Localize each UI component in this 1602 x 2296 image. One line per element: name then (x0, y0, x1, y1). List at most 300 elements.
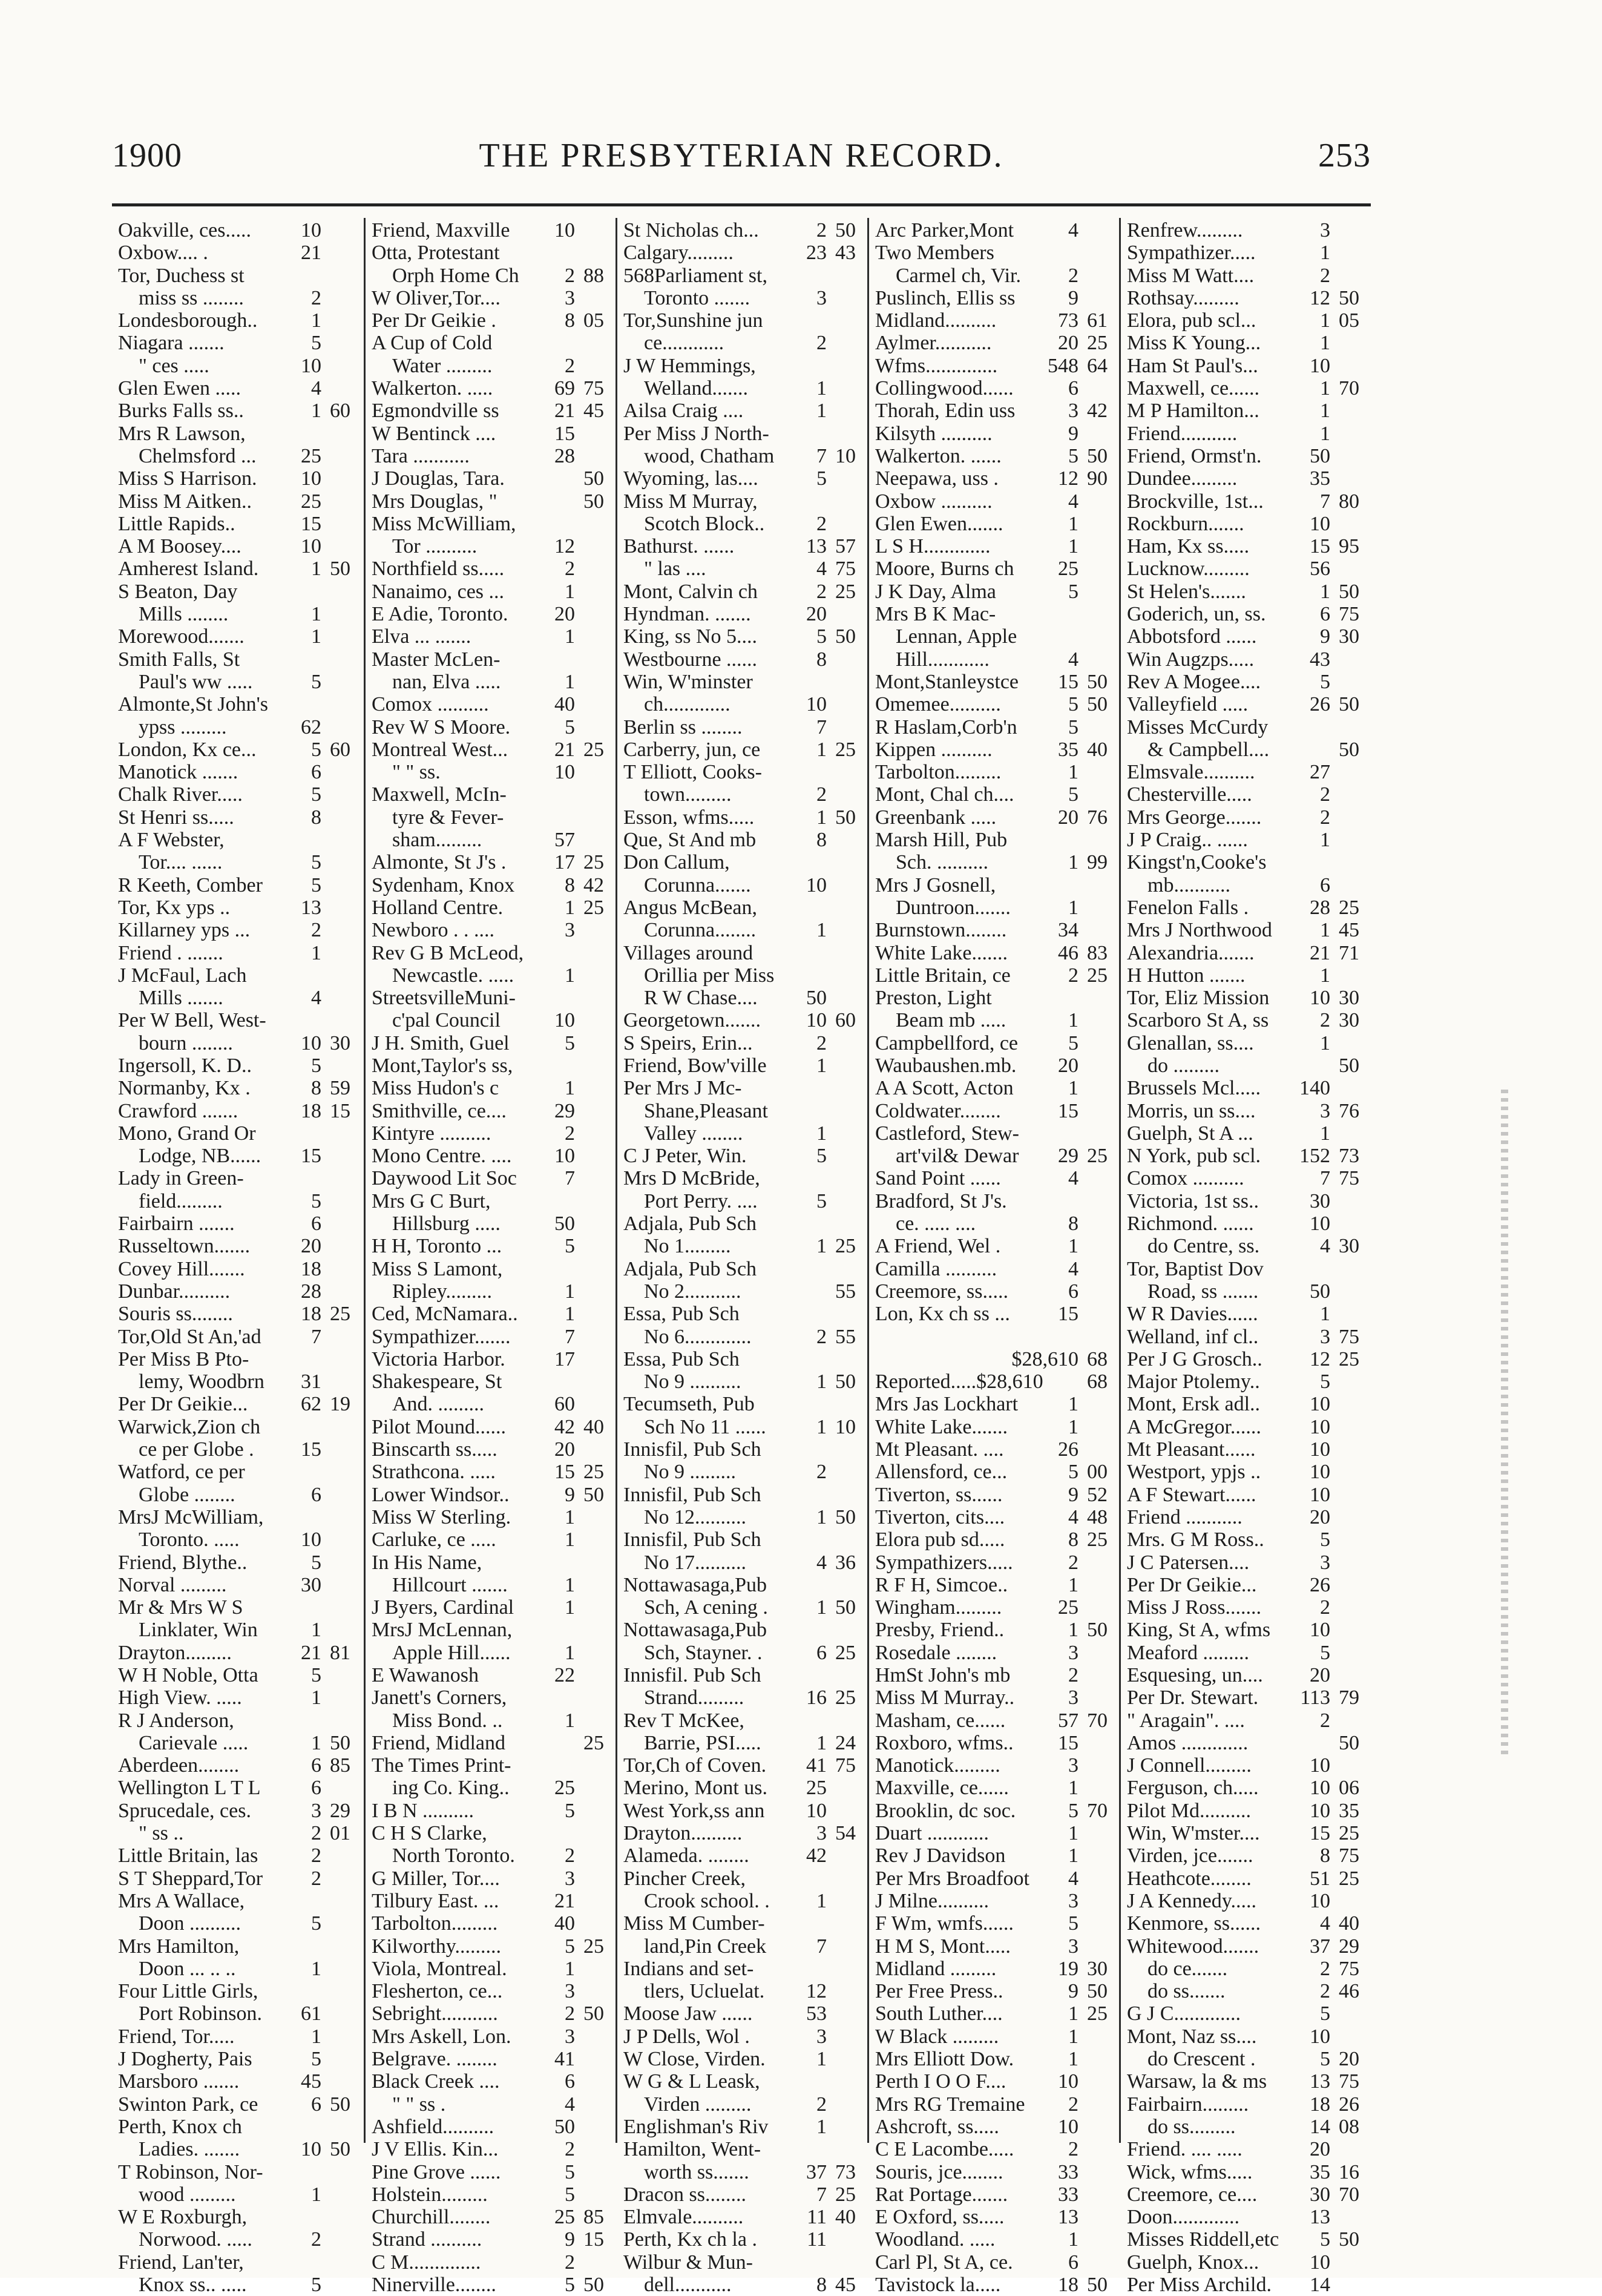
ledger-entry (118, 2228, 350, 2251)
ledger-entry (875, 1912, 1108, 1935)
entry-name: No 9 .......... (623, 1370, 741, 1393)
entry-amount: 5 (1320, 1641, 1330, 1664)
entry-name: Creemore, ce.... (1127, 2183, 1258, 2206)
ledger-entry (875, 2048, 1108, 2070)
entry-name: Rev A Mogee.... (1127, 670, 1261, 693)
entry-name: Mt Pleasant. .... (875, 1438, 1004, 1461)
entry-name: Friend. .... ..... (1127, 2138, 1243, 2161)
entry-name: Innisfil, Pub Sch (623, 1438, 761, 1461)
column-1 (112, 218, 354, 2296)
ledger-entry (118, 1393, 350, 1415)
entry-name: Elmsvale.......... (1127, 761, 1255, 784)
ledger-entry (875, 1777, 1108, 1799)
entry-name: do ce....... (1127, 1957, 1228, 1980)
entry-amount: 20 (1310, 1505, 1330, 1528)
entry-cents: 42 (1087, 400, 1108, 423)
entry-name: W Close, Virden. (623, 2048, 766, 2071)
entry-name: A F Stewart...... (1127, 1483, 1256, 1506)
ledger-entry (372, 1800, 604, 1822)
ledger-entry (118, 1935, 350, 1958)
ledger-entry (372, 1958, 604, 1980)
ledger-entry (1127, 1348, 1359, 1370)
entry-cents: 01 (330, 1822, 350, 1845)
entry-amount: 1 (565, 1573, 575, 1596)
ledger-entry (623, 423, 856, 445)
entry-cents: 50 (1339, 1731, 1359, 1754)
entry-amount: 2 (816, 332, 827, 355)
entry-name: ce............ (623, 332, 724, 355)
entry-amount: 3 (1320, 219, 1330, 242)
entry-amount: 20 (554, 1438, 575, 1461)
entry-amount: 2 (565, 2251, 575, 2274)
entry-name: Midland ......... (875, 1957, 997, 1980)
entry-cents: 50 (1087, 444, 1108, 467)
ledger-entry (118, 783, 350, 806)
entry-amount: 2 (565, 1844, 575, 1867)
entry-name: Master McLen- (372, 648, 501, 671)
entry-name: J C Patersen.... (1127, 1551, 1250, 1574)
entry-name: St Helen's....... (1127, 580, 1246, 603)
ledger-entry (875, 332, 1108, 354)
entry-amount: 23 (806, 242, 827, 265)
ledger-entry (372, 1528, 604, 1551)
entry-cents: 25 (1087, 332, 1108, 355)
entry-name: Amherest Island. (118, 558, 259, 581)
entry-amount: 10 (554, 1009, 575, 1032)
entry-amount: 1 (816, 400, 827, 423)
ledger-entry (1127, 287, 1359, 309)
ledger-entry (118, 265, 350, 287)
entry-name: Burks Falls ss.. (118, 400, 244, 423)
ledger-entry (118, 1326, 350, 1348)
entry-amount: 10 (1310, 512, 1330, 535)
ledger-entry (1127, 2048, 1359, 2070)
ledger-entry (875, 1326, 1108, 1348)
entry-name: Angus McBean, (623, 896, 757, 919)
entry-amount: 21 (1310, 941, 1330, 964)
entry-name: Maxwell, McIn- (372, 783, 507, 806)
entry-name: Friend ........... (1127, 1505, 1243, 1528)
ledger-entry (118, 1642, 350, 1664)
entry-name: Oakville, ces..... (118, 219, 251, 242)
entry-amount: 7 (1320, 490, 1330, 513)
entry-name: Amos ............. (1127, 1731, 1249, 1754)
entry-amount: 6 (311, 1754, 321, 1777)
entry-amount: 21 (554, 738, 575, 761)
ledger-entry (1127, 490, 1359, 513)
ledger-entry (623, 558, 856, 580)
entry-amount: 7 (816, 1935, 827, 1958)
entry-name: Goderich, un, ss. (1127, 603, 1266, 626)
entry-name: Meaford ......... (1127, 1641, 1250, 1664)
ledger-entry (118, 874, 350, 896)
ledger-entry (875, 1303, 1108, 1325)
ledger-entry (875, 964, 1108, 987)
entry-name: A McGregor...... (1127, 1415, 1261, 1438)
ledger-entry (623, 265, 856, 287)
entry-amount: 4 (565, 2093, 575, 2116)
entry-amount: 4 (1068, 1257, 1078, 1280)
entry-amount: 4 (1320, 1235, 1330, 1258)
ledger-entry (623, 1461, 856, 1483)
ledger-entry (118, 2138, 350, 2160)
entry-name: Wfms.............. (875, 354, 998, 377)
entry-name: High View. ..... (118, 1686, 242, 1709)
entry-name: J K Day, Alma (875, 580, 996, 603)
entry-name: Egmondville ss (372, 400, 499, 423)
ledger-entry (372, 1416, 604, 1438)
ledger-entry (118, 1303, 350, 1325)
ledger-entry (875, 851, 1108, 873)
entry-cents: 88 (583, 264, 604, 287)
entry-name: Sch No 11 ...... (623, 1415, 766, 1438)
ledger-entry (118, 1528, 350, 1551)
entry-name: Guelph, St A ... (1127, 1122, 1253, 1145)
ledger-entry (372, 513, 604, 535)
entry-amount: 1 (1320, 1122, 1330, 1145)
ledger-entry (623, 309, 856, 332)
ledger-entry (623, 919, 856, 941)
ledger-entry (623, 1280, 856, 1303)
entry-name: Camilla .......... (875, 1257, 997, 1280)
entry-amount: 9 (1068, 286, 1078, 309)
entry-cents: 76 (1339, 1099, 1359, 1122)
ledger-entry (1127, 1890, 1359, 1912)
entry-amount: 5 (311, 851, 321, 874)
entry-cents: 75 (835, 1754, 856, 1777)
ledger-entry (875, 829, 1108, 851)
entry-amount: 10 (301, 1528, 321, 1551)
entry-name: Tiverton, cits.... (875, 1505, 1005, 1528)
ledger-entry (118, 1122, 350, 1145)
entry-amount: 1 (816, 1415, 827, 1438)
entry-cents: 15 (330, 1099, 350, 1122)
entry-name: Miss J Ross....... (1127, 1596, 1262, 1619)
column-2 (364, 218, 608, 2296)
entry-amount: 10 (301, 1031, 321, 1054)
ledger-entry (118, 1709, 350, 1732)
ledger-entry (623, 1303, 856, 1325)
entry-amount: 3 (565, 2025, 575, 2048)
entry-name: Wilbur & Mun- (623, 2251, 753, 2274)
header-rule (112, 203, 1371, 206)
ledger-entry (118, 1258, 350, 1280)
entry-name: Mrs Jas Lockhart (875, 1393, 1019, 1416)
header-page-number: 253 (1318, 137, 1371, 174)
entry-name: Innisfil, Pub Sch (623, 1483, 761, 1506)
entry-name: do Centre, ss. (1127, 1235, 1260, 1258)
entry-name: Fairbairn......... (1127, 2093, 1249, 2116)
entry-name: J P Dells, Wol . (623, 2025, 750, 2048)
entry-amount: 5 (1068, 1912, 1078, 1935)
entry-name: Roxboro, wfms.. (875, 1731, 1014, 1754)
ledger-entry (118, 1980, 350, 2002)
ledger-entry (118, 1348, 350, 1370)
ledger-entry (118, 1438, 350, 1461)
ledger-entry (372, 423, 604, 445)
ledger-entry (118, 1506, 350, 1528)
entry-cents: 50 (1339, 693, 1359, 716)
entry-name: Dunbar.......... (118, 1280, 231, 1303)
entry-cents: 75 (583, 377, 604, 400)
entry-cents: 73 (1339, 1145, 1359, 1168)
entry-amount: 62 (301, 1393, 321, 1416)
entry-name: Pine Grove ...... (372, 2160, 501, 2183)
ledger-entry (118, 467, 350, 490)
entry-amount: 5 (1068, 444, 1078, 467)
entry-amount: 1 (816, 2115, 827, 2138)
entry-name: Preston, Light (875, 987, 992, 1010)
ledger-entry (1127, 1732, 1359, 1754)
ledger-entry (1127, 2206, 1359, 2228)
ledger-entry (875, 1190, 1108, 1212)
ledger-entry (623, 1348, 856, 1370)
ledger-entry (118, 738, 350, 761)
entry-name: ing Co. King.. (372, 1777, 510, 1800)
entry-name: J Dogherty, Pais (118, 2048, 252, 2071)
ledger-entry (1127, 671, 1359, 693)
entry-cents: 08 (1339, 2115, 1359, 2138)
entry-amount: 2 (311, 2228, 321, 2251)
ledger-entry (1127, 1800, 1359, 1822)
entry-amount: 10 (1058, 2115, 1078, 2138)
entry-name: worth ss....... (623, 2160, 749, 2183)
entry-name: tyre & Fever- (372, 806, 504, 829)
entry-name: Northfield ss..... (372, 558, 505, 581)
ledger-entry (118, 1167, 350, 1189)
ledger-entry (1127, 1280, 1359, 1303)
ledger-entry (1127, 1596, 1359, 1619)
entry-amount: 20 (301, 1235, 321, 1258)
entry-name: Sch. .......... (875, 851, 988, 874)
ledger-entry (875, 1212, 1108, 1235)
entry-amount: 27 (1310, 761, 1330, 784)
entry-cents: 90 (1087, 467, 1108, 490)
entry-amount: 19 (1058, 1957, 1078, 1980)
ledger-entry (623, 400, 856, 422)
entry-name: Aberdeen........ (118, 1754, 240, 1777)
ledger-entry (875, 400, 1108, 422)
ledger-entry (372, 2048, 604, 2070)
entry-name: No 2........... (623, 1280, 741, 1303)
entry-name: Strand......... (623, 1686, 744, 1709)
ledger-entry (118, 2161, 350, 2183)
ledger-entry (372, 1009, 604, 1031)
entry-amount: 1 (816, 1505, 827, 1528)
entry-cents: 15 (583, 2228, 604, 2251)
entry-name: Mono Centre. .... (372, 1145, 512, 1168)
entry-name: Niagara ....... (118, 332, 225, 355)
entry-amount: 8 (1068, 1212, 1078, 1235)
entry-name: Nottawasaga,Pub (623, 1619, 767, 1642)
ledger-entry (1127, 1642, 1359, 1664)
entry-name: No 9 ......... (623, 1461, 737, 1484)
entry-name: Per Miss Archild. (1127, 2274, 1272, 2296)
entry-name: Misses Riddell,etc (1127, 2228, 1279, 2251)
ledger-entry (875, 581, 1108, 603)
entry-name: Doon ... .. .. (118, 1957, 236, 1980)
ledger-entry (875, 2002, 1108, 2025)
entry-name: Tiverton, ss...... (875, 1483, 1003, 1506)
entry-name: Westport, ypjs .. (1127, 1461, 1261, 1484)
entry-name: Mont,Stanleystce (875, 670, 1019, 693)
entry-name: art'vil& Dewar (875, 1145, 1019, 1168)
entry-name: West York,ss ann (623, 1799, 765, 1822)
entry-amount: 51 (1310, 1867, 1330, 1890)
entry-name: Esson, wfms..... (623, 806, 755, 829)
entry-cents: 30 (1339, 1235, 1359, 1258)
entry-amount: 46 (1058, 941, 1078, 964)
ledger-entry (372, 1212, 604, 1235)
entry-name: L S H............. (875, 535, 991, 558)
entry-name: Esquesing, un.... (1127, 1664, 1263, 1686)
entry-name: Per Miss J North- (623, 422, 769, 445)
entry-name: Adjala, Pub Sch (623, 1212, 757, 1235)
entry-amount: 5 (816, 1189, 827, 1212)
entry-amount: 2 (816, 2093, 827, 2116)
entry-cents: 76 (1087, 806, 1108, 829)
entry-amount: 3 (565, 1980, 575, 2003)
entry-name: Perth, Kx ch la . (623, 2228, 757, 2251)
ledger-entry (623, 693, 856, 715)
entry-name: " ces ..... (118, 354, 209, 377)
entry-amount: 1 (1068, 512, 1078, 535)
entry-amount: 10 (301, 2138, 321, 2161)
ledger-entry (1127, 2183, 1359, 2206)
ledger-entry (118, 332, 350, 354)
entry-amount: 1 (816, 806, 827, 829)
entry-cents: 75 (1339, 1167, 1359, 1190)
entry-name: StreetsvilleMuni- (372, 987, 516, 1010)
entry-cents: 46 (1339, 1980, 1359, 2003)
entry-amount: 41 (806, 1754, 827, 1777)
ledger-entry (118, 423, 350, 445)
ledger-entry (372, 1709, 604, 1732)
ledger-entry (1127, 1980, 1359, 2002)
entry-amount: 6 (1068, 2251, 1078, 2274)
entry-cents: 29 (1339, 1935, 1359, 1958)
ledger-entry (1127, 242, 1359, 264)
entry-amount: 12 (806, 1980, 827, 2003)
entry-name: J W Hemmings, (623, 354, 756, 377)
entry-name: " ss .. (118, 1822, 184, 1845)
entry-name: & Campbell.... (1127, 738, 1270, 761)
ledger-entry (118, 1280, 350, 1303)
ledger-entry (623, 1642, 856, 1664)
ledger-entry (623, 2251, 856, 2274)
entry-cents: 25 (583, 1935, 604, 1958)
entry-amount: 1 (565, 1077, 575, 1100)
entry-amount: 1 (816, 1122, 827, 1145)
entry-amount: 1 (1320, 377, 1330, 400)
ledger-entry (623, 1754, 856, 1777)
entry-amount: 21 (301, 242, 321, 265)
ledger-entry (372, 964, 604, 987)
entry-amount: 1 (311, 625, 321, 648)
ledger-entry (1127, 400, 1359, 422)
ledger-entry (118, 942, 350, 964)
entry-name: Rev G B McLeod, (372, 941, 524, 964)
entry-cents: 36 (835, 1551, 856, 1574)
ledger-entry (118, 919, 350, 941)
entry-name: Maxwell, ce...... (1127, 377, 1260, 400)
entry-amount: 6 (1068, 377, 1078, 400)
entry-amount: 5 (1320, 2228, 1330, 2251)
ledger-entry (875, 1122, 1108, 1145)
ledger-entry (372, 1167, 604, 1189)
entry-name: Friend . ....... (118, 941, 223, 964)
entry-amount: 6 (311, 761, 321, 784)
entry-amount: 8 (816, 829, 827, 852)
entry-name: Tecumseth, Pub (623, 1393, 755, 1416)
ledger-entry (875, 423, 1108, 445)
entry-name: Adjala, Pub Sch (623, 1257, 757, 1280)
entry-amount: 8 (565, 873, 575, 896)
entry-amount: 35 (1310, 2160, 1330, 2183)
entry-amount: 3 (565, 286, 575, 309)
entry-amount: 2 (1320, 1980, 1330, 2003)
ledger-entry (1127, 603, 1359, 625)
entry-name: Sympathizer..... (1127, 242, 1256, 265)
ledger-entry (875, 1958, 1108, 1980)
entry-amount: 2 (1320, 264, 1330, 287)
ledger-entry (623, 1686, 856, 1709)
entry-name: E Wawanosh (372, 1664, 479, 1686)
ledger-entry (1127, 1958, 1359, 1980)
ledger-entry (1127, 1190, 1359, 1212)
entry-amount: 10 (806, 1009, 827, 1032)
ledger-entry (1127, 851, 1359, 873)
entry-amount: 2 (565, 354, 575, 377)
entry-name: King, St A, wfms (1127, 1619, 1271, 1642)
entry-name: Lon, Kx ch ss ... (875, 1303, 1010, 1326)
entry-name: W Oliver,Tor.... (372, 286, 501, 309)
entry-cents: 24 (835, 1731, 856, 1754)
entry-cents: 30 (1339, 987, 1359, 1010)
ledger-entry (623, 1258, 856, 1280)
ledger-entry (623, 1484, 856, 1506)
ledger-entry (118, 1732, 350, 1754)
ledger-entry (118, 2274, 350, 2296)
ledger-entry (118, 1484, 350, 1506)
entry-cents: 70 (1339, 377, 1359, 400)
ledger-entry (1127, 1077, 1359, 1099)
ledger-entry (1127, 513, 1359, 535)
entry-name: Warwick,Zion ch (118, 1415, 261, 1438)
entry-name: Duntroon....... (875, 896, 1011, 919)
entry-name: wood ......... (118, 2183, 236, 2206)
entry-name: Mrs Douglas, " (372, 490, 497, 513)
entry-amount: 2 (1320, 1596, 1330, 1619)
entry-amount: 1 (1068, 1777, 1078, 1800)
entry-amount: 21 (554, 400, 575, 423)
entry-amount: 5 (565, 1799, 575, 1822)
entry-amount: 1 (311, 1731, 321, 1754)
entry-cents: 55 (835, 1325, 856, 1348)
entry-name: Campbellford, ce (875, 1031, 1019, 1054)
entry-amount: 25 (1058, 558, 1078, 581)
entry-name: A Cup of Cold (372, 332, 493, 355)
ledger-entry (1127, 1912, 1359, 1935)
entry-amount: 1 (1320, 1031, 1330, 1054)
ledger-entry (875, 2183, 1108, 2206)
ledger-entry (372, 1303, 604, 1325)
entry-name: Morewood....... (118, 625, 245, 648)
column-4 (867, 218, 1111, 2296)
ledger-entry (875, 1732, 1108, 1754)
ledger-entry (118, 1867, 350, 1890)
entry-name: Kintyre .......... (372, 1122, 491, 1145)
